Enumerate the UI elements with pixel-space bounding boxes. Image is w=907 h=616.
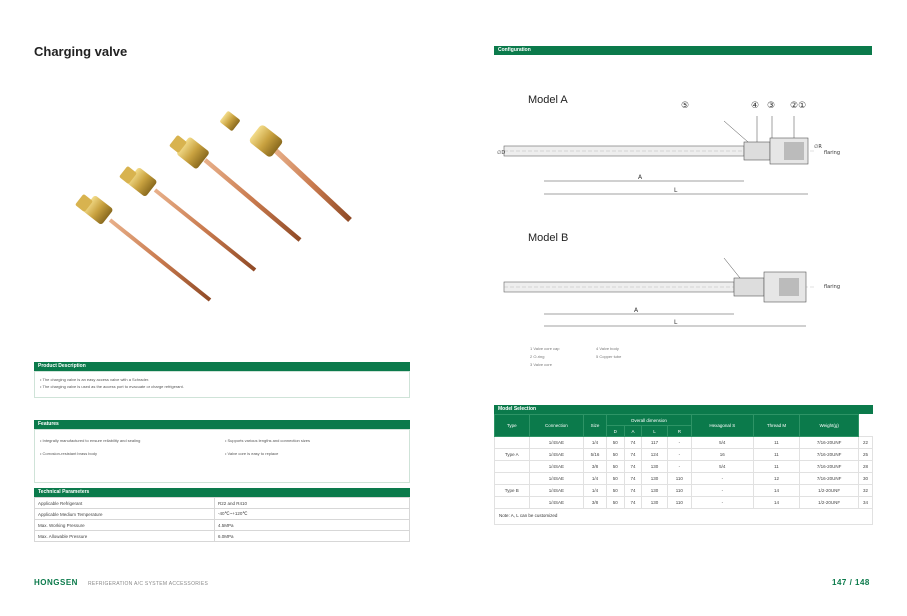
table-cell: - — [691, 485, 753, 497]
param-value: 4.5MPa — [215, 520, 410, 531]
feature-item: • Integrally manufactured to ensure reliability and sealing — [40, 438, 141, 443]
technical-parameters-heading: Technical Parameters — [34, 488, 410, 497]
table-cell: 130 — [642, 473, 667, 485]
table-cell: 110 — [667, 473, 691, 485]
model-a-label: Model A — [528, 94, 568, 106]
table-cell: 22 — [859, 437, 873, 449]
valve-3 — [169, 135, 300, 240]
table-cell: 74 — [624, 461, 642, 473]
table-cell: Type B — [495, 485, 530, 497]
table-cell: 32 — [859, 485, 873, 497]
table-cell: - — [667, 437, 691, 449]
brand-logo: HONGSEN — [34, 578, 78, 587]
table-cell: 50 — [606, 449, 624, 461]
drawing-lines — [494, 86, 884, 346]
col-header: Thread M — [753, 415, 800, 437]
model-b-label: Model B — [528, 232, 569, 244]
table-cell: 1/4SAE — [529, 473, 584, 485]
table-cell: 50 — [606, 473, 624, 485]
table-cell: 130 — [642, 497, 667, 509]
features-heading: Features — [34, 420, 410, 429]
sub-header: R — [667, 426, 691, 437]
dim-d: ∅D — [497, 150, 506, 156]
table-cell: 1/4 — [584, 473, 606, 485]
table-cell: 50 — [606, 497, 624, 509]
table-cell: 11 — [753, 449, 800, 461]
legend-item: 1 Valve core cap — [530, 346, 560, 351]
table-cell: 5/4 — [691, 437, 753, 449]
flaring-label: flaring — [824, 150, 841, 156]
table-cell — [495, 497, 530, 509]
table-row — [495, 473, 873, 485]
dim-l-b: L — [674, 319, 678, 326]
table-cell: 1/4SAE — [529, 437, 584, 449]
sub-header: A — [624, 426, 642, 437]
page-number: 147 / 148 — [832, 578, 870, 587]
technical-parameters-table — [34, 497, 410, 542]
col-header: Hexagonal S — [691, 415, 753, 437]
table-cell: 1/4SAE — [529, 461, 584, 473]
legend-item: 3 Valve core — [530, 362, 552, 367]
table-cell: 11 — [753, 461, 800, 473]
table-cell: 14 — [753, 485, 800, 497]
table-cell: 74 — [624, 473, 642, 485]
table-cell: - — [691, 473, 753, 485]
table-cell: 74 — [624, 485, 642, 497]
col-header: Overall dimension — [606, 415, 691, 426]
table-cell: 1/4 — [584, 437, 606, 449]
table-cell: 110 — [667, 497, 691, 509]
table-cell: 28 — [859, 461, 873, 473]
col-header: Type — [495, 415, 530, 437]
table-cell — [495, 473, 530, 485]
param-name: Applicable Refrigerant — [35, 498, 215, 509]
col-header: Connection — [529, 415, 584, 437]
dim-r: ∅R — [814, 144, 822, 150]
table-row — [495, 485, 873, 497]
dim-a-b: A — [634, 307, 639, 314]
table-cell: 16 — [691, 449, 753, 461]
dim-l: L — [674, 187, 678, 194]
table-cell: 30 — [859, 473, 873, 485]
brand-tagline: REFRIGERATION A/C SYSTEM ACCESSORIES — [87, 581, 209, 587]
legend-item: 2 O-ring — [530, 354, 545, 359]
table-cell: 50 — [606, 485, 624, 497]
configuration-heading: Configuration — [494, 46, 872, 55]
table-cell: 110 — [667, 485, 691, 497]
table-cell: 117 — [642, 437, 667, 449]
table-row — [35, 520, 410, 531]
param-name: Max. Working Pressure — [35, 520, 215, 531]
feature-item: • Valve core is easy to replace — [225, 451, 279, 456]
flaring-label-b: flaring — [824, 284, 841, 290]
table-cell: 130 — [642, 485, 667, 497]
legend-item: 4 Valve body — [596, 346, 619, 351]
param-value: R22 and R410 — [215, 498, 410, 509]
table-cell: - — [691, 497, 753, 509]
table-cell: 11 — [753, 437, 800, 449]
model-selection-section — [494, 405, 873, 525]
table-cell: Type A — [495, 449, 530, 461]
parts-legend — [530, 346, 676, 367]
table-cell — [495, 437, 530, 449]
technical-parameters-section — [34, 488, 410, 542]
table-cell: 12 — [753, 473, 800, 485]
table-cell: 1/2-20UNF — [800, 497, 859, 509]
table-cell: 7/16-20UNF — [800, 437, 859, 449]
feature-item: • Supports various lengths and connection sizes — [225, 438, 311, 443]
callout-4: ④ — [751, 101, 760, 111]
page-title: Charging valve — [34, 44, 128, 59]
param-value: -40℃~+120℃ — [215, 509, 410, 520]
table-row — [495, 449, 873, 461]
table-cell: 74 — [624, 449, 642, 461]
table-cell: - — [667, 461, 691, 473]
description-line: • The charging valve is used as the access port to evacuate or charge refrigerant. — [40, 384, 184, 389]
callout-5: ⑤ — [681, 101, 690, 111]
table-row — [495, 437, 873, 449]
right-page — [454, 0, 907, 616]
table-cell: 3/8 — [584, 461, 606, 473]
valve-4 — [219, 111, 350, 220]
table-cell: 50 — [606, 461, 624, 473]
table-cell: 130 — [642, 461, 667, 473]
product-photo — [70, 110, 370, 310]
table-row — [495, 497, 873, 509]
table-cell: 34 — [859, 497, 873, 509]
table-cell: 7/16-20UNF — [800, 461, 859, 473]
table-row — [35, 531, 410, 542]
technical-drawing — [494, 86, 884, 346]
param-name: Applicable Medium Temperature — [35, 509, 215, 520]
left-page — [0, 0, 453, 616]
product-description-section — [34, 362, 410, 398]
callout-3: ③ — [767, 101, 776, 111]
table-cell: 1/4SAE — [529, 449, 584, 461]
table-cell: 5/4 — [691, 461, 753, 473]
description-line: • The charging valve is an easy access valve with a Schrader. — [40, 377, 150, 382]
table-cell: 7/16-20UNF — [800, 473, 859, 485]
footer — [34, 578, 208, 587]
table-cell: 5/16 — [584, 449, 606, 461]
table-cell: 124 — [642, 449, 667, 461]
table-row — [35, 509, 410, 520]
table-cell: 14 — [753, 497, 800, 509]
col-header: Weight(g) — [800, 415, 859, 437]
sub-header: L — [642, 426, 667, 437]
param-name: Max. Allowable Pressure — [35, 531, 215, 542]
table-cell: 1/4SAE — [529, 497, 584, 509]
table-cell: 1/4 — [584, 485, 606, 497]
model-selection-heading: Model Selection — [494, 405, 873, 414]
table-cell: 25 — [859, 449, 873, 461]
valve-1 — [75, 194, 210, 300]
table-row — [35, 498, 410, 509]
product-description-heading: Product Description — [34, 362, 410, 371]
valve-2 — [119, 166, 255, 270]
feature-item: • Corrosion-resistant brass body — [40, 451, 97, 456]
selection-note: Note: A, L can be customized — [494, 509, 873, 525]
sub-header: D — [606, 426, 624, 437]
table-cell: 1/2-20UNF — [800, 485, 859, 497]
table-cell: 3/8 — [584, 497, 606, 509]
table-row — [495, 461, 873, 473]
model-selection-table — [494, 414, 873, 509]
param-value: 6.0MPa — [215, 531, 410, 542]
callout-2-1: ②① — [790, 101, 807, 111]
legend-item: 5 Copper tube — [596, 354, 622, 359]
table-cell: - — [667, 449, 691, 461]
table-cell: 7/16-20UNF — [800, 449, 859, 461]
table-cell — [495, 461, 530, 473]
dim-a: A — [638, 174, 643, 181]
col-header: Size — [584, 415, 606, 437]
table-cell: 74 — [624, 497, 642, 509]
table-cell: 1/4SAE — [529, 485, 584, 497]
features-section — [34, 420, 410, 483]
table-cell: 50 — [606, 437, 624, 449]
table-cell: 74 — [624, 437, 642, 449]
